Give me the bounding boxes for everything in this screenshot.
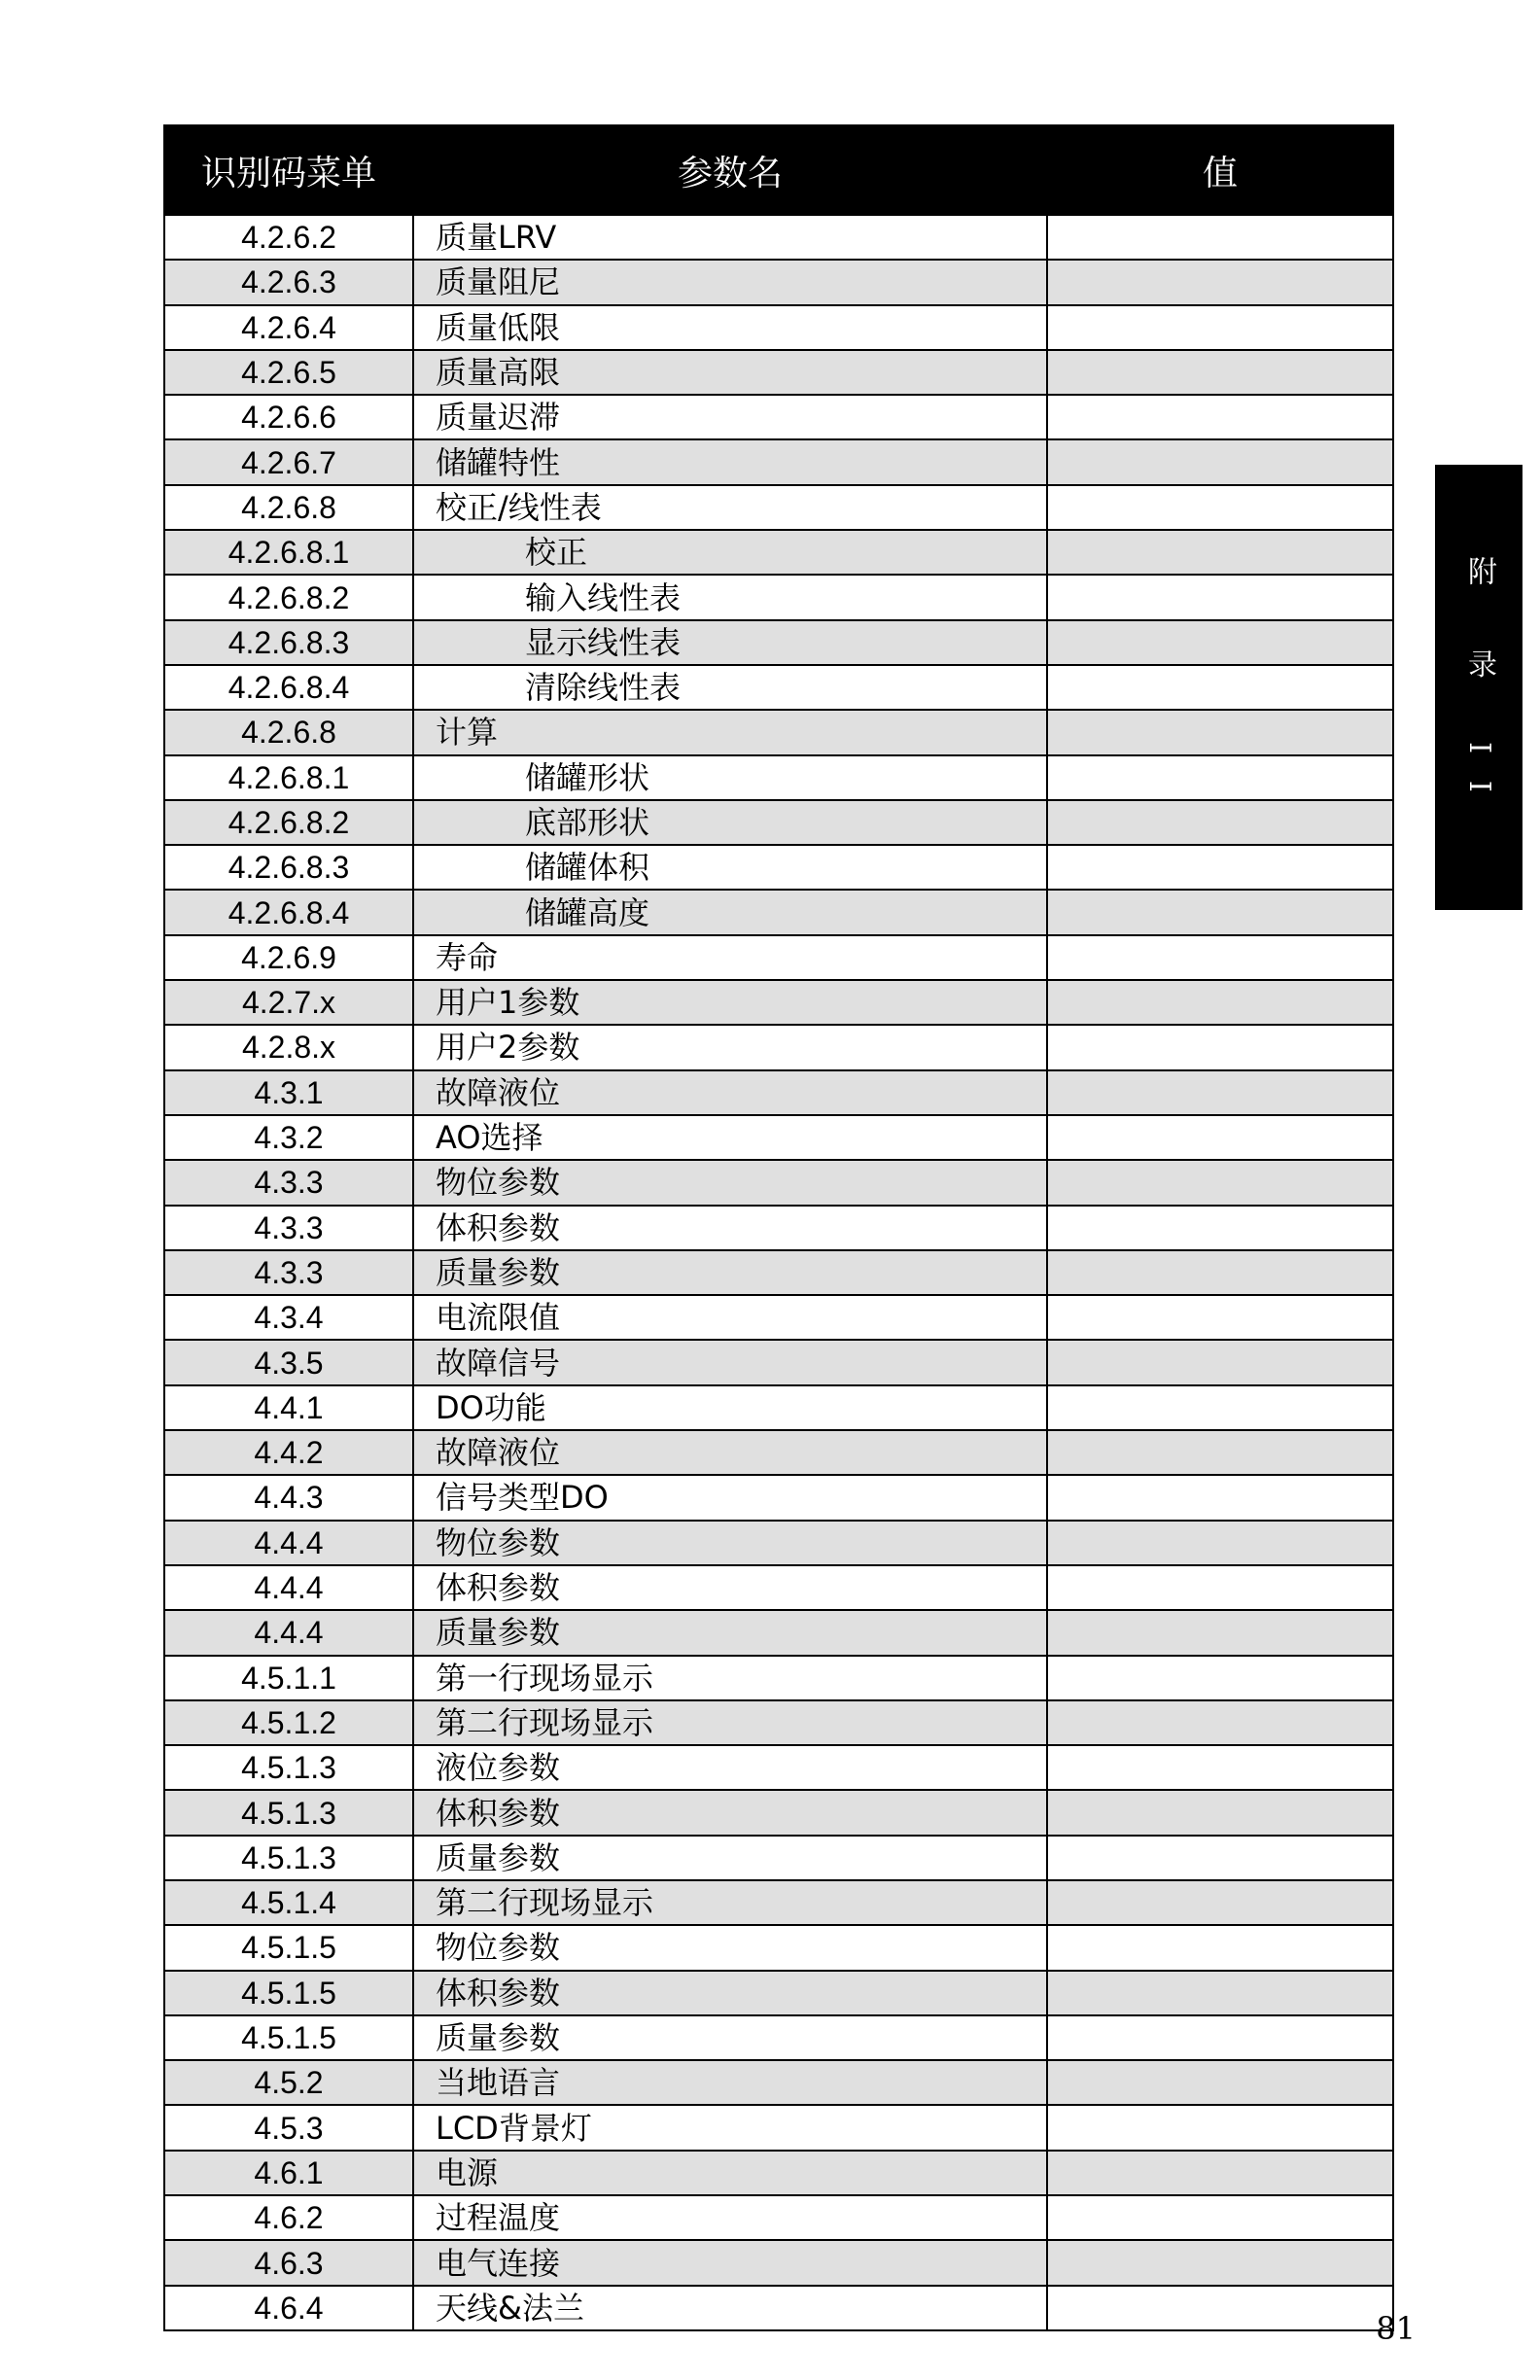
cell-value [1047,1880,1393,1925]
cell-parameter-name: 电源 [413,2151,1047,2195]
cell-value [1047,350,1393,395]
cell-value [1047,2060,1393,2105]
cell-parameter-name: 质量参数 [413,1250,1047,1295]
cell-parameter-name: 物位参数 [413,1521,1047,1565]
cell-parameter-name: 故障信号 [413,1340,1047,1384]
cell-code: 4.4.3 [164,1475,413,1520]
cell-parameter-name: 第一行现场显示 [413,1656,1047,1700]
cell-parameter-name: 质量参数 [413,2015,1047,2060]
cell-parameter-name: DO功能 [413,1385,1047,1430]
cell-code: 4.3.3 [164,1160,413,1205]
cell-code: 4.2.6.8.2 [164,800,413,845]
cell-parameter-name: 校正 [413,530,1047,575]
cell-code: 4.6.1 [164,2151,413,2195]
cell-parameter-name: LCD背景灯 [413,2105,1047,2150]
cell-value [1047,439,1393,484]
cell-code: 4.2.6.8.1 [164,755,413,800]
cell-value [1047,1925,1393,1970]
cell-parameter-name: 质量参数 [413,1836,1047,1880]
cell-parameter-name: 储罐体积 [413,845,1047,890]
cell-code: 4.2.6.8.3 [164,845,413,890]
cell-value [1047,1656,1393,1700]
table-row [164,1070,1393,1115]
cell-parameter-name: 天线&法兰 [413,2286,1047,2330]
table-row [164,1206,1393,1250]
cell-code: 4.5.1.1 [164,1656,413,1700]
table-row [164,350,1393,395]
cell-code: 4.2.6.7 [164,439,413,484]
table-row [164,1971,1393,2015]
table-row [164,2286,1393,2330]
table-row [164,439,1393,484]
cell-value [1047,800,1393,845]
cell-parameter-name: 储罐高度 [413,890,1047,934]
cell-parameter-name: 故障液位 [413,1430,1047,1475]
cell-code: 4.6.2 [164,2195,413,2240]
cell-parameter-name: 质量LRV [413,215,1047,260]
appendix-side-tab [1435,465,1522,910]
cell-code: 4.2.8.x [164,1025,413,1069]
cell-value [1047,665,1393,710]
table-row [164,2240,1393,2285]
cell-code: 4.2.6.3 [164,260,413,304]
cell-parameter-name: 质量高限 [413,350,1047,395]
cell-code: 4.4.4 [164,1521,413,1565]
cell-code: 4.5.1.5 [164,1925,413,1970]
cell-code: 4.2.6.9 [164,935,413,980]
cell-code: 4.2.6.6 [164,395,413,439]
table-row [164,1160,1393,1205]
cell-value [1047,1745,1393,1790]
cell-code: 4.3.5 [164,1340,413,1384]
table-row [164,485,1393,530]
page-number: 81 [1376,2310,1416,2347]
table-row [164,575,1393,619]
table-row [164,710,1393,754]
cell-parameter-name: 过程温度 [413,2195,1047,2240]
table-row [164,260,1393,304]
cell-value [1047,1430,1393,1475]
cell-code: 4.3.3 [164,1250,413,1295]
cell-parameter-name: 第二行现场显示 [413,1880,1047,1925]
cell-value [1047,620,1393,665]
cell-code: 4.5.1.5 [164,1971,413,2015]
cell-parameter-name: 体积参数 [413,1790,1047,1835]
table-row [164,1790,1393,1835]
cell-value [1047,1971,1393,2015]
cell-code: 4.5.1.4 [164,1880,413,1925]
header-value: 值 [1047,125,1393,215]
cell-value [1047,575,1393,619]
cell-value [1047,1160,1393,1205]
table-row [164,1250,1393,1295]
cell-code: 4.3.1 [164,1070,413,1115]
cell-value [1047,305,1393,350]
table-row [164,1340,1393,1384]
cell-value [1047,2286,1393,2330]
cell-code: 4.5.1.3 [164,1745,413,1790]
cell-value [1047,1070,1393,1115]
table-row [164,1475,1393,1520]
cell-value [1047,1700,1393,1745]
table-row [164,1700,1393,1745]
cell-parameter-name: 电气连接 [413,2240,1047,2285]
cell-parameter-name: 显示线性表 [413,620,1047,665]
table-row [164,2195,1393,2240]
cell-value [1047,1475,1393,1520]
table-row [164,305,1393,350]
cell-value [1047,980,1393,1025]
cell-code: 4.2.7.x [164,980,413,1025]
table-row [164,2015,1393,2060]
cell-code: 4.5.1.5 [164,2015,413,2060]
cell-parameter-name: 体积参数 [413,1565,1047,1610]
header-name: 参数名 [413,125,1047,215]
cell-code: 4.2.6.4 [164,305,413,350]
cell-parameter-name: 用户1参数 [413,980,1047,1025]
cell-value [1047,1206,1393,1250]
cell-parameter-name: 质量迟滞 [413,395,1047,439]
table-row [164,980,1393,1025]
table-row [164,1745,1393,1790]
cell-parameter-name: 物位参数 [413,1160,1047,1205]
cell-code: 4.2.6.2 [164,215,413,260]
table-row [164,1295,1393,1340]
cell-parameter-name: 质量阻尼 [413,260,1047,304]
cell-code: 4.6.4 [164,2286,413,2330]
table-row [164,1385,1393,1430]
cell-value [1047,710,1393,754]
table-row [164,1925,1393,1970]
cell-value [1047,1790,1393,1835]
cell-code: 4.4.1 [164,1385,413,1430]
table-body [164,215,1393,2330]
table-row [164,800,1393,845]
cell-code: 4.3.3 [164,1206,413,1250]
table-row [164,1115,1393,1160]
cell-value [1047,215,1393,260]
cell-code: 4.5.1.2 [164,1700,413,1745]
cell-value [1047,260,1393,304]
cell-code: 4.2.6.8.4 [164,890,413,934]
table-row [164,1880,1393,1925]
cell-parameter-name: 液位参数 [413,1745,1047,1790]
cell-value [1047,2195,1393,2240]
cell-value [1047,1521,1393,1565]
table-header-row [164,125,1393,215]
cell-parameter-name: 第二行现场显示 [413,1700,1047,1745]
cell-code: 4.3.2 [164,1115,413,1160]
cell-value [1047,755,1393,800]
cell-code: 4.6.3 [164,2240,413,2285]
cell-value [1047,1295,1393,1340]
cell-code: 4.4.4 [164,1610,413,1655]
table-row [164,2151,1393,2195]
cell-value [1047,1836,1393,1880]
table-row [164,1656,1393,1700]
cell-parameter-name: 计算 [413,710,1047,754]
cell-code: 4.2.6.8.3 [164,620,413,665]
header-code: 识别码菜单 [164,125,413,215]
cell-parameter-name: 电流限值 [413,1295,1047,1340]
cell-parameter-name: 储罐特性 [413,439,1047,484]
table-row [164,1565,1393,1610]
cell-value [1047,2240,1393,2285]
cell-parameter-name: 寿命 [413,935,1047,980]
table-row [164,1430,1393,1475]
cell-value [1047,2105,1393,2150]
cell-code: 4.4.2 [164,1430,413,1475]
cell-value [1047,935,1393,980]
cell-parameter-name: 物位参数 [413,1925,1047,1970]
cell-parameter-name: 校正/线性表 [413,485,1047,530]
cell-value [1047,1610,1393,1655]
cell-value [1047,1025,1393,1069]
table-row [164,1521,1393,1565]
cell-code: 4.3.4 [164,1295,413,1340]
parameter-table [163,124,1394,2331]
cell-parameter-name: 清除线性表 [413,665,1047,710]
table-row [164,2060,1393,2105]
cell-value [1047,1385,1393,1430]
cell-parameter-name: 体积参数 [413,1206,1047,1250]
cell-value [1047,1565,1393,1610]
cell-parameter-name: 储罐形状 [413,755,1047,800]
cell-code: 4.2.6.5 [164,350,413,395]
table-row [164,215,1393,260]
cell-code: 4.5.2 [164,2060,413,2105]
cell-code: 4.2.6.8 [164,485,413,530]
cell-parameter-name: 底部形状 [413,800,1047,845]
appendix-side-tab-label: 附 录 II [1462,555,1496,820]
table-row [164,2105,1393,2150]
cell-code: 4.2.6.8.1 [164,530,413,575]
table-row [164,1025,1393,1069]
table-row [164,1610,1393,1655]
cell-value [1047,1115,1393,1160]
table-row [164,845,1393,890]
cell-value [1047,530,1393,575]
cell-code: 4.5.1.3 [164,1790,413,1835]
cell-parameter-name: 当地语言 [413,2060,1047,2105]
table-row [164,530,1393,575]
table-row [164,1836,1393,1880]
cell-parameter-name: 用户2参数 [413,1025,1047,1069]
table-row [164,890,1393,934]
cell-parameter-name: AO选择 [413,1115,1047,1160]
table-row [164,395,1393,439]
cell-value [1047,2151,1393,2195]
cell-code: 4.2.6.8.4 [164,665,413,710]
cell-value [1047,395,1393,439]
cell-code: 4.5.3 [164,2105,413,2150]
cell-code: 4.4.4 [164,1565,413,1610]
cell-parameter-name: 体积参数 [413,1971,1047,2015]
cell-parameter-name: 质量低限 [413,305,1047,350]
cell-parameter-name: 信号类型DO [413,1475,1047,1520]
cell-code: 4.5.1.3 [164,1836,413,1880]
cell-value [1047,485,1393,530]
cell-value [1047,890,1393,934]
table-row [164,665,1393,710]
cell-value [1047,1340,1393,1384]
cell-value [1047,1250,1393,1295]
cell-code: 4.2.6.8.2 [164,575,413,619]
table-row [164,620,1393,665]
cell-parameter-name: 故障液位 [413,1070,1047,1115]
cell-value [1047,2015,1393,2060]
cell-parameter-name: 输入线性表 [413,575,1047,619]
cell-value [1047,845,1393,890]
table-row [164,755,1393,800]
cell-code: 4.2.6.8 [164,710,413,754]
table-row [164,935,1393,980]
cell-parameter-name: 质量参数 [413,1610,1047,1655]
